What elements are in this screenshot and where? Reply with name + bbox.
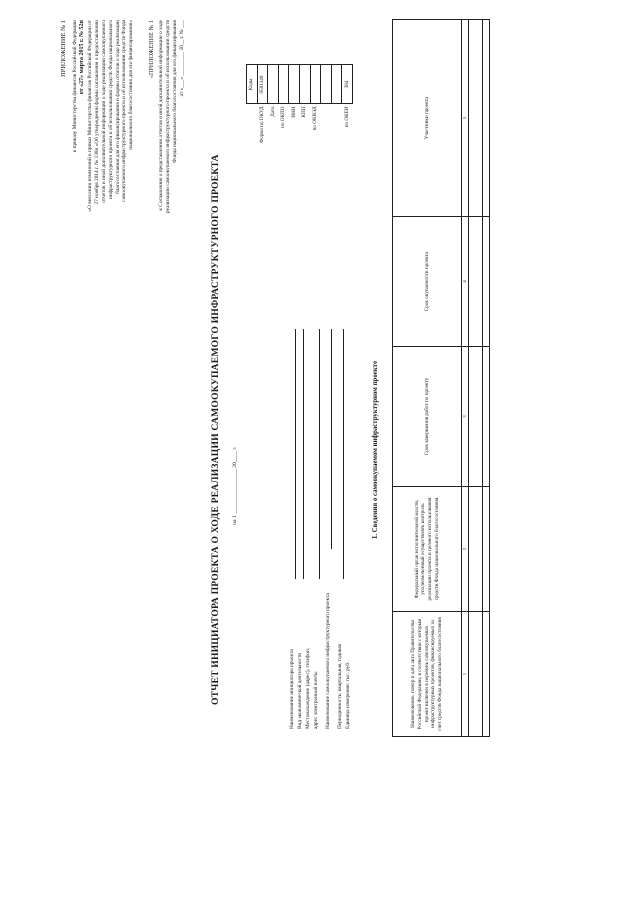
field-line (331, 329, 332, 549)
table-header-cell: Участники проекта (393, 20, 462, 217)
table-header-row (393, 20, 462, 737)
annex-line: 27 ноября 2014 г. № 138н «Об утверждении формы соглашения о предоставлении (93, 20, 100, 205)
annex2-line: Фонда национального благосостояния для его финансирования (171, 20, 178, 163)
form-fields (288, 329, 352, 729)
table-header-cell: Федеральный орган исполнительной власти, уполномоченный осуществлять контроль реализации проекта и целевого использования средств Фонда национального благосостояния (393, 487, 462, 612)
codes-label: по ОКВЭД (311, 106, 318, 131)
annex-title: ПРИЛОЖЕНИЕ № 1 (60, 20, 67, 77)
annex2-line: к Соглашению о представлении отчетов и иной дополнительной информации о ходе (158, 20, 165, 211)
report-date-line: на 1 ________________ 20____ г. (232, 446, 238, 525)
table-cell (469, 20, 483, 217)
codes-value (321, 65, 332, 104)
codes-value (310, 65, 321, 104)
codes-header: Коды (247, 65, 258, 104)
codes-label: Дата (269, 106, 276, 117)
codes-label (331, 104, 342, 145)
annex2-line: реализации самоокупаемого инфраструктурного проекта и об использовании средств (164, 20, 171, 213)
table-number-row (462, 20, 469, 737)
main-table (392, 19, 490, 737)
annex-line: национального благосостояния для его финансирования» (128, 20, 135, 150)
codes-label: Форма по ОКУД (259, 106, 266, 143)
annex-line: к приказу Министерства финансов Российской Федерации (72, 20, 79, 153)
table-cell (483, 487, 490, 612)
table-header-cell: Наименование, номер и дата акта Правительства Российской Федерации, в соответствии с которым проект включен в перечень самоокупаемых инфраструктурных проектов, финансируемых за счет средств Фонда национального благосостояния (393, 612, 462, 737)
codes-label: по ОКПО (280, 106, 287, 128)
table-row (469, 20, 483, 737)
table-cell (469, 347, 483, 487)
table-number-cell: 2 (462, 487, 469, 612)
table-number-cell: 3 (462, 347, 469, 487)
field-label: Вид экономической деятельности (297, 652, 304, 729)
codes-value: 384 (342, 65, 353, 104)
field-label: Единица измерения: тыс. руб. (345, 661, 352, 729)
table-cell (469, 487, 483, 612)
codes-value (331, 65, 342, 104)
codes-label: по ОКЕИ (343, 106, 350, 128)
annex2-line: от «___» _________ 20__ г. № ___ (178, 20, 185, 97)
field-line (343, 329, 344, 579)
annex-line: самоокупаемого инфраструктурного проекта и об использовании средств Фонда (121, 20, 128, 202)
table-cell (483, 217, 490, 347)
annex-block (60, 20, 135, 255)
annex-line: «О внесении изменений в приказ Министерства финансов Российской Федерации от (87, 20, 93, 212)
table-header-cell: Срок окупаемости проекта (393, 217, 462, 347)
field-line (319, 329, 320, 579)
annex2-title: «ПРИЛОЖЕНИЕ № 1 (148, 20, 155, 79)
field-label: Местонахождение (адрес), телефон, (305, 647, 312, 729)
codes-block (246, 64, 353, 145)
annex-line: инфраструктурного проекта и об использовании средств Фонда национального (107, 20, 114, 199)
codes-value (299, 65, 310, 104)
annex-line: от «27» марта 2015 г. № 52н (79, 20, 86, 95)
table-cell (469, 612, 483, 737)
section-title: 1. Сведения о самоокупаемом инфраструктурном проекте (372, 360, 379, 540)
codes-value: 0501149 (257, 65, 268, 104)
field-line (303, 329, 304, 579)
field-line (295, 329, 296, 579)
annex2-block (148, 20, 186, 245)
table-row (483, 20, 490, 737)
annex-line: благосостояния для его финансирования и формы отчетов о ходе реализации (114, 20, 121, 194)
codes-label: ИНН (290, 106, 297, 118)
field-label: Наименование самоокупаемого инфраструктурного проекта (325, 593, 332, 729)
report-title: ОТЧЕТ ИНИЦИАТОРА ПРОЕКТА О ХОДЕ РЕАЛИЗАЦИИ САМООКУПАЕМОГО ИНФРАСТРУКТУРНОГО ПРОЕКТА (210, 154, 221, 705)
table-number-cell: 4 (462, 217, 469, 347)
codes-table (246, 64, 353, 145)
table-cell (483, 612, 490, 737)
table-number-cell: 5 (462, 20, 469, 217)
field-label: адрес электронной почты (313, 671, 320, 729)
codes-value (289, 65, 300, 104)
annex-line: отчетов и иной дополнительной информации о ходе реализации самоокупаемого (100, 20, 107, 203)
codes-value (278, 65, 289, 104)
codes-value (268, 65, 279, 104)
table-cell (483, 347, 490, 487)
field-label: Периодичность: квартальная, годовая (337, 644, 344, 729)
table-number-cell: 1 (462, 612, 469, 737)
field-label: Наименование инициатора проекта (289, 649, 296, 729)
table-cell (469, 217, 483, 347)
table-header-cell: Срок завершения работ по проекту (393, 347, 462, 487)
codes-label (321, 104, 332, 145)
main-table-wrap (392, 19, 490, 737)
codes-label: КПП (301, 106, 308, 118)
table-cell (483, 20, 490, 217)
